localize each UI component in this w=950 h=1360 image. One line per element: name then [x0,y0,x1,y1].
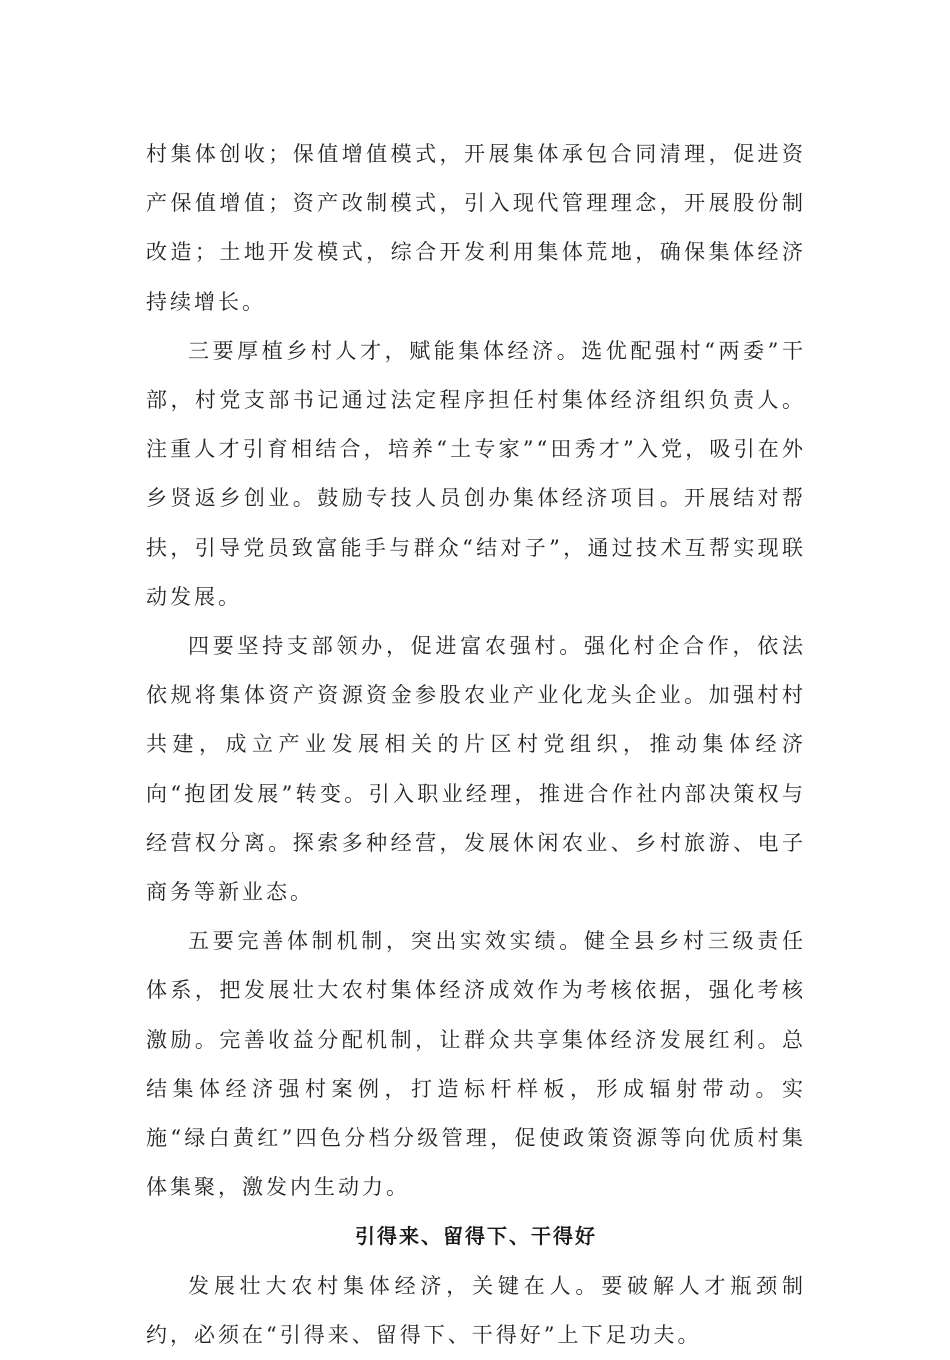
section-heading: 引得来、留得下、干得好 [355,1224,597,1249]
document-body [146,130,806,1360]
paragraph-cultivate-talent: 三要厚植乡村人才，赋能集体经济。选优配强村“两委”干部，村党支部书记通过法定程序担任村集体经济组织负责人。注重人才引育相结合，培养“土专家”“田秀才”入党，吸引在外乡贤返乡创业。鼓励专技人员创办集体经济项目。开展结对帮扶，引导党员致富能手与群众“结对子”，通过技术互帮实现联动发展。 [146,338,806,609]
paragraph-continuation: 村集体创收；保值增值模式，开展集体承包合同清理，促进资产保值增值；资产改制模式，引入现代管理理念，开展股份制改造；土地开发模式，综合开发利用集体荒地，确保集体经济持续增长。 [146,142,806,314]
paragraph-improve-mechanism: 五要完善体制机制，突出实效实绩。健全县乡村三级责任体系，把发展壮大农村集体经济成效作为考核依据，强化考核激励。完善收益分配机制，让群众共享集体经济发展红利。总结集体经济强村案例，打造标杆样板，形成辐射带动。实施“绿白黄红”四色分档分级管理，促使政策资源等向优质村集体集聚，激发内生动力。 [146,929,806,1200]
paragraph-branch-leadership: 四要坚持支部领办，促进富农强村。强化村企合作，依法依规将集体资产资源资金参股农业产业化龙头企业。加强村村共建，成立产业发展相关的片区村党组织，推动集体经济向“抱团发展”转变。引入职业经理，推进合作社内部决策权与经营权分离。探索多种经营，发展休闲农业、乡村旅游、电子商务等新业态。 [146,634,806,905]
paragraph-talent-key: 发展壮大农村集体经济，关键在人。要破解人才瓶颈制约，必须在“引得来、留得下、干得好”上下足功夫。 [146,1273,806,1347]
